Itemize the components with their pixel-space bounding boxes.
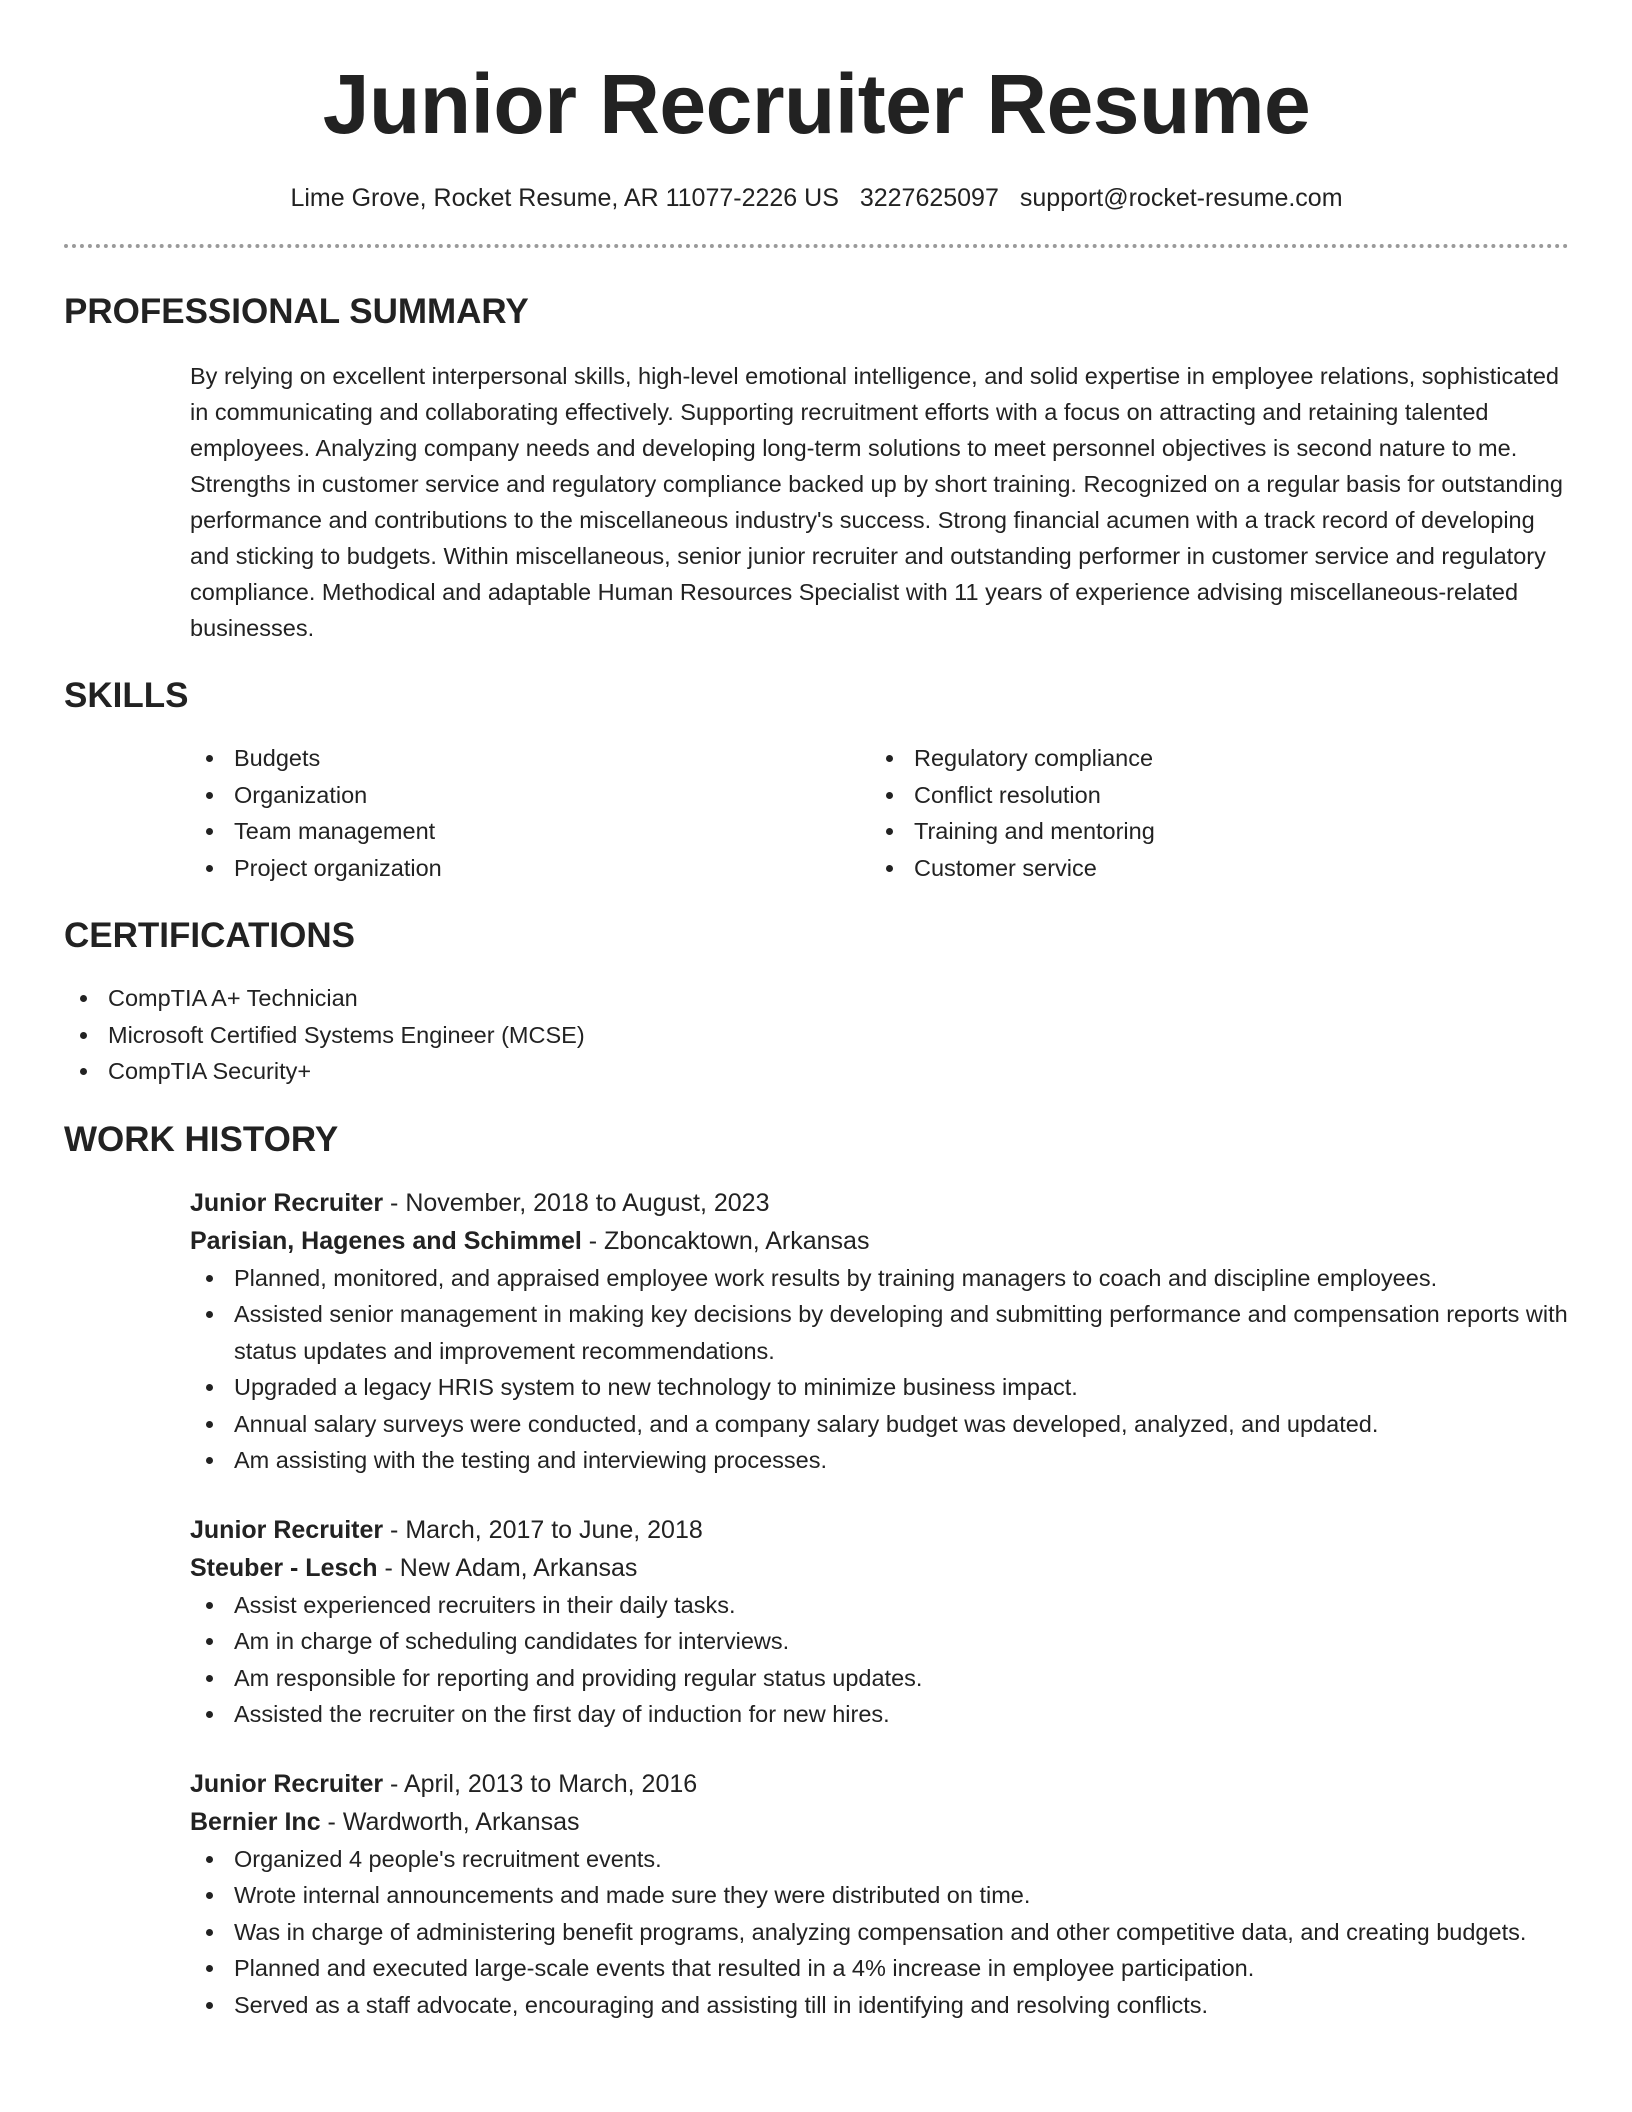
certifications-heading: CERTIFICATIONS — [64, 916, 356, 955]
header-divider — [64, 244, 1569, 248]
skills-list — [190, 740, 1569, 886]
skill-item: Team management — [190, 813, 870, 850]
job-title: Junior Recruiter — [190, 1515, 384, 1544]
skill-item: Budgets — [190, 740, 870, 777]
job-bullet: Organized 4 people's recruitment events. — [190, 1841, 1569, 1878]
job-bullets — [190, 1260, 1569, 1479]
job-bullet: Assisted the recruiter on the first day of induction for new hires. — [190, 1696, 1569, 1733]
skill-item: Project organization — [190, 850, 870, 887]
job-bullet: Planned and executed large-scale events that resulted in a 4% increase in employee participation. — [190, 1950, 1569, 1987]
certification-item: Microsoft Certified Systems Engineer (MCSE) — [64, 1017, 1569, 1054]
job-company: Parisian, Hagenes and Schimmel — [190, 1226, 582, 1255]
job-company-line — [190, 1803, 1569, 1841]
skill-item: Customer service — [870, 850, 1550, 887]
job-bullet: Assist experienced recruiters in their daily tasks. — [190, 1587, 1569, 1624]
job-company-line — [190, 1549, 1569, 1587]
job-bullets — [190, 1841, 1569, 2024]
contact-line — [64, 182, 1569, 214]
job-company-line — [190, 1222, 1569, 1260]
certification-item: CompTIA A+ Technician — [64, 980, 1569, 1017]
skill-item: Conflict resolution — [870, 777, 1550, 814]
skill-item: Training and mentoring — [870, 813, 1550, 850]
job-title-line — [190, 1184, 1569, 1222]
job-title-line — [190, 1765, 1569, 1803]
job-bullets — [190, 1587, 1569, 1733]
job-bullet: Served as a staff advocate, encouraging and assisting till in identifying and resolving conflicts. — [190, 1987, 1569, 2024]
job-bullet: Am assisting with the testing and interviewing processes. — [190, 1442, 1569, 1479]
skills-column-left — [190, 740, 870, 886]
job-location: - Zboncaktown, Arkansas — [581, 1226, 870, 1255]
summary-heading: PROFESSIONAL SUMMARY — [64, 292, 529, 331]
work-history-heading: WORK HISTORY — [64, 1119, 339, 1159]
job-entry — [190, 1184, 1569, 1479]
certification-item: CompTIA Security+ — [64, 1053, 1569, 1090]
job-bullet: Planned, monitored, and appraised employee work results by training managers to coach and discipline employees. — [190, 1260, 1569, 1297]
job-bullet: Wrote internal announcements and made sure they were distributed on time. — [190, 1877, 1569, 1914]
job-title: Junior Recruiter — [190, 1188, 384, 1217]
job-location: - New Adam, Arkansas — [377, 1553, 638, 1582]
skills-heading: SKILLS — [64, 676, 189, 715]
job-dates: - March, 2017 to June, 2018 — [383, 1515, 703, 1544]
resume-page — [64, 0, 1569, 2023]
contact-phone: 3227625097 — [859, 184, 999, 212]
contact-address: Lime Grove, Rocket Resume, AR 11077-2226 US — [290, 184, 839, 212]
contact-email: support@rocket-resume.com — [1019, 184, 1343, 212]
job-bullet: Annual salary surveys were conducted, and a company salary budget was developed, analyzed, and updated. — [190, 1406, 1569, 1443]
job-bullet: Am in charge of scheduling candidates for interviews. — [190, 1623, 1569, 1660]
job-company: Bernier Inc — [190, 1807, 321, 1836]
job-dates: - November, 2018 to August, 2023 — [383, 1188, 770, 1217]
certifications-list — [64, 980, 1569, 1090]
job-title-line — [190, 1511, 1569, 1549]
job-bullet: Was in charge of administering benefit programs, analyzing compensation and other competitive data, and creating budgets. — [190, 1914, 1569, 1951]
job-bullet: Upgraded a legacy HRIS system to new technology to minimize business impact. — [190, 1369, 1569, 1406]
job-company: Steuber - Lesch — [190, 1553, 378, 1582]
resume-title: Junior Recruiter Resume — [322, 57, 1311, 151]
skills-column-right — [870, 740, 1550, 886]
skill-item: Regulatory compliance — [870, 740, 1550, 777]
job-dates: - April, 2013 to March, 2016 — [383, 1769, 698, 1798]
skill-item: Organization — [190, 777, 870, 814]
summary-text: By relying on excellent interpersonal skills, high-level emotional intelligence, and solid expertise in employee relations, sophisticated in communicating and collaborating effectively. Supporting recruitment efforts with a focus on attracting and retaining talented employees. Analyzing company needs and developing long-term solutions to meet personnel objectives is second nature to me. Strengths in customer service and regulatory compliance backed up by short training. Recognized on a regular basis for outstanding performance and contributions to the miscellaneous industry's success. Strong financial acumen with a track record of developing and sticking to budgets. Within miscellaneous, senior junior recruiter and outstanding performer in customer service and regulatory compliance. Methodical and adaptable Human Resources Specialist with 11 years of experience advising miscellaneous-related businesses. — [190, 363, 1563, 641]
job-bullet: Assisted senior management in making key decisions by developing and submitting performance and compensation reports with status updates and improvement recommendations. — [190, 1296, 1569, 1369]
job-location: - Wardworth, Arkansas — [320, 1807, 580, 1836]
job-entry — [190, 1765, 1569, 2024]
job-bullet: Am responsible for reporting and providing regular status updates. — [190, 1660, 1569, 1697]
job-entry — [190, 1511, 1569, 1733]
job-title: Junior Recruiter — [190, 1769, 384, 1798]
